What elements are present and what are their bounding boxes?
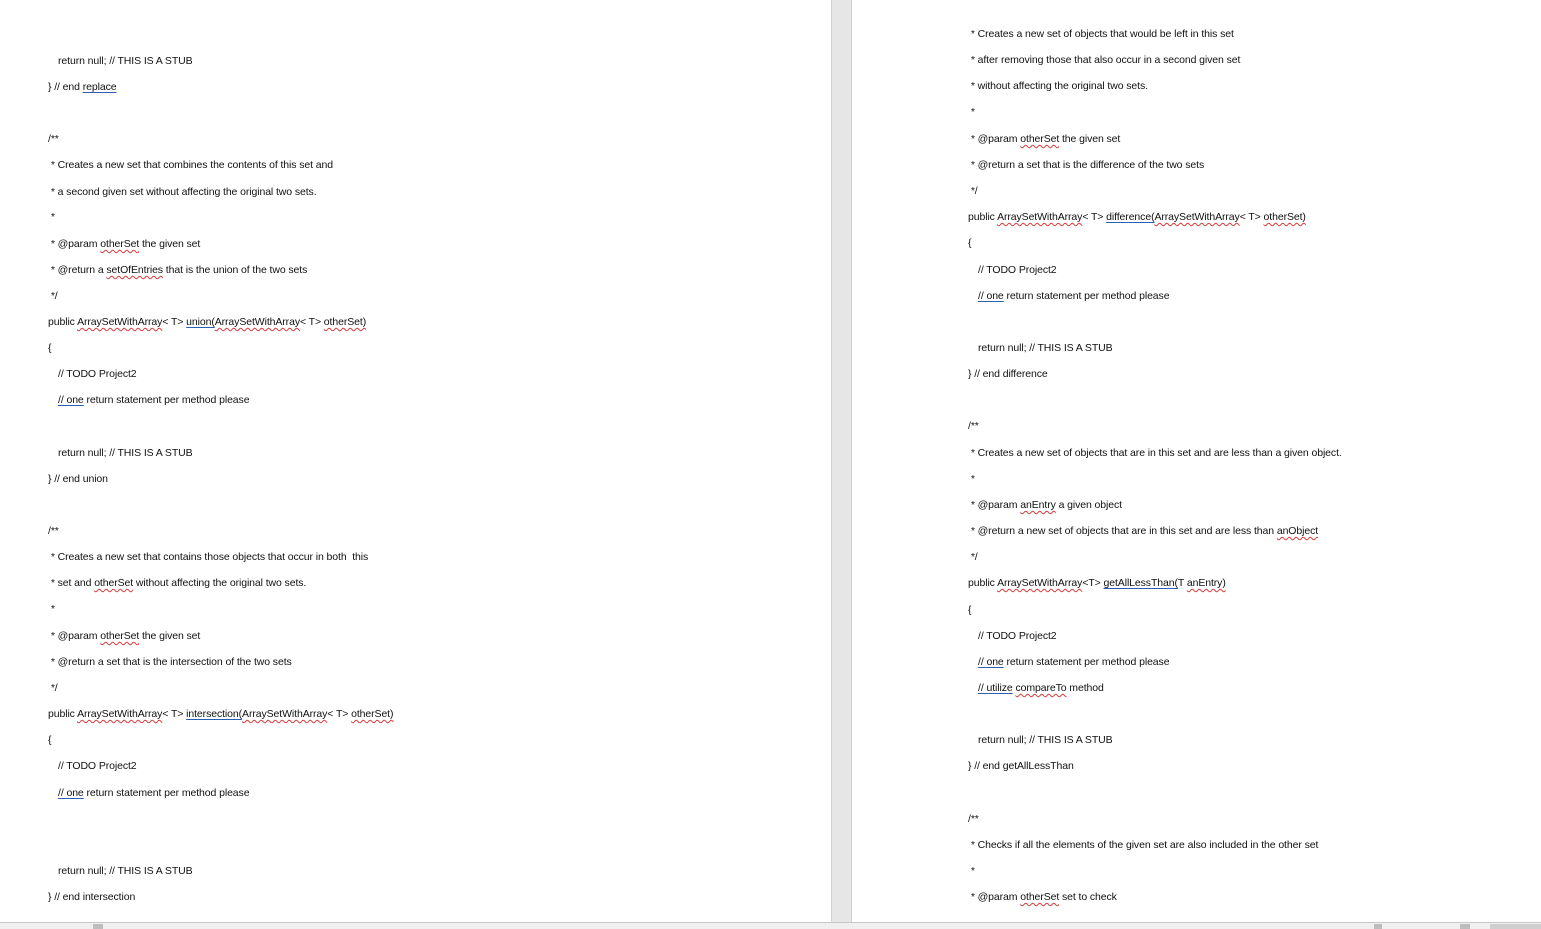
line-text: /** — [48, 133, 59, 145]
flagged-word: // one — [58, 787, 84, 799]
line-text: * without affecting the original two sets. — [968, 80, 1148, 92]
line-text: // TODO Project2 — [58, 760, 137, 772]
code-line — [968, 864, 975, 878]
flagged-word: // one — [978, 290, 1004, 302]
proofing-icon[interactable] — [93, 924, 103, 929]
line-text: * @param — [48, 238, 101, 250]
line-text: * Creates a new set that combines the contents of this set and — [48, 159, 333, 171]
code-line — [48, 80, 116, 94]
code-line — [48, 341, 51, 355]
line-text: { — [48, 734, 52, 746]
flagged-word: otherSet — [1020, 133, 1060, 145]
page-gap — [831, 0, 852, 922]
flagged-word: // one — [58, 394, 84, 406]
flagged-word: anObject — [1276, 525, 1319, 537]
code-line — [48, 210, 55, 224]
code-line — [968, 733, 1113, 747]
line-text: < T> — [1082, 211, 1107, 223]
line-text: * a second given set without affecting the original two sets. — [48, 186, 317, 198]
line-text: // TODO Project2 — [58, 368, 137, 380]
line-text: * @return a set that is the difference of the two sets — [968, 159, 1205, 171]
flagged-word: ArraySetWithArray — [997, 577, 1083, 589]
line-text: * @param — [48, 630, 101, 642]
code-line — [48, 864, 193, 878]
line-text: * — [968, 473, 975, 485]
line-text: set to check — [1059, 891, 1117, 903]
code-line — [48, 263, 307, 277]
code-line — [48, 158, 333, 172]
flagged-word: anEntry — [1020, 499, 1056, 511]
line-text: < T> — [327, 708, 352, 720]
line-text: return statement per method please — [1003, 656, 1170, 668]
line-text: a given object — [1055, 499, 1122, 511]
code-line — [968, 655, 1169, 669]
line-text: * Checks if all the elements of the given set are also included in the other set — [968, 839, 1319, 851]
line-text: public — [48, 708, 78, 720]
code-line — [48, 185, 317, 199]
line-text: public — [968, 577, 998, 589]
line-text: that is the union of the two sets — [162, 264, 308, 276]
flagged-word: otherSet — [1020, 891, 1060, 903]
focus-icon[interactable] — [1374, 924, 1382, 929]
code-line — [968, 184, 978, 198]
flagged-word: getAllLessThan( — [1103, 577, 1178, 589]
code-line — [48, 393, 249, 407]
code-line — [968, 105, 975, 119]
code-line — [48, 786, 249, 800]
flagged-word: ArraySetWithArray — [1154, 211, 1240, 223]
flagged-word: ArraySetWithArray — [214, 316, 300, 328]
code-line — [968, 79, 1148, 93]
flagged-word: intersection( — [186, 708, 243, 720]
code-line — [968, 132, 1120, 146]
line-text: < T> — [162, 708, 187, 720]
code-line — [968, 158, 1204, 172]
code-line — [48, 655, 292, 669]
code-line — [968, 759, 1074, 773]
status-bar — [0, 922, 1541, 929]
flagged-word: otherSet) — [351, 708, 394, 720]
line-text: public — [968, 211, 998, 223]
line-text: the given set — [139, 238, 201, 250]
flagged-word: union( — [186, 316, 215, 328]
line-text: return null; // THIS IS A STUB — [978, 342, 1113, 354]
code-line — [968, 472, 975, 486]
line-text: * @param — [968, 891, 1021, 903]
code-line — [968, 576, 1226, 590]
line-text: * Creates a new set of objects that are in this set and are less than a given object. — [968, 447, 1342, 459]
flagged-word: anEntry) — [1186, 577, 1226, 589]
code-line — [968, 27, 1234, 41]
code-line — [968, 289, 1169, 303]
line-text: } // end union — [48, 473, 108, 485]
code-line — [48, 367, 137, 381]
line-text: return null; // THIS IS A STUB — [58, 865, 193, 877]
line-text: { — [968, 604, 972, 616]
line-text: < T> — [1239, 211, 1264, 223]
code-line — [48, 890, 135, 904]
code-line — [968, 341, 1113, 355]
code-line — [48, 315, 366, 329]
line-text: return null; // THIS IS A STUB — [978, 734, 1113, 746]
flagged-word: ArraySetWithArray — [997, 211, 1083, 223]
flagged-word: ArraySetWithArray — [242, 708, 328, 720]
flagged-word: setOfEntries — [106, 264, 163, 276]
code-line — [968, 419, 979, 433]
code-line — [48, 237, 200, 251]
code-line — [48, 759, 137, 773]
line-text: } // end getAllLessThan — [968, 760, 1074, 772]
code-line — [48, 681, 58, 695]
line-text: * Creates a new set of objects that would be left in this set — [968, 28, 1234, 40]
flagged-word: replace — [82, 81, 117, 93]
read-mode-icon[interactable] — [1460, 924, 1470, 929]
code-line — [968, 446, 1342, 460]
code-line — [48, 472, 108, 486]
code-line — [968, 603, 971, 617]
document-page-right[interactable] — [852, 0, 1541, 922]
line-text: the given set — [139, 630, 201, 642]
line-text: */ — [968, 185, 978, 197]
code-line — [48, 707, 393, 721]
line-text: * @return a set that is the intersection of the two sets — [48, 656, 292, 668]
code-line — [48, 524, 59, 538]
flagged-word: otherSet — [94, 577, 134, 589]
code-line — [48, 550, 368, 564]
print-layout-icon[interactable] — [1490, 924, 1541, 929]
line-text: * @param — [968, 133, 1021, 145]
code-line — [968, 629, 1057, 643]
line-text: /** — [48, 525, 59, 537]
code-line — [968, 838, 1318, 852]
line-text: */ — [968, 551, 978, 563]
flagged-word: difference( — [1106, 211, 1155, 223]
code-line — [968, 236, 971, 250]
line-text: return null; // THIS IS A STUB — [58, 55, 193, 67]
code-line — [968, 524, 1318, 538]
code-line — [48, 132, 59, 146]
line-text: { — [48, 342, 52, 354]
code-line — [48, 446, 193, 460]
line-text: < T> — [299, 316, 324, 328]
line-text: <T> — [1082, 577, 1104, 589]
line-text: the given set — [1059, 133, 1121, 145]
line-text: < T> — [162, 316, 187, 328]
code-line — [968, 367, 1048, 381]
line-text: * @param — [968, 499, 1021, 511]
line-text: */ — [48, 682, 58, 694]
line-text: * — [48, 603, 55, 615]
line-text: // TODO Project2 — [978, 264, 1057, 276]
code-line — [968, 498, 1122, 512]
line-text: */ — [48, 290, 58, 302]
code-line — [968, 53, 1240, 67]
line-text: * — [48, 211, 55, 223]
line-text: return null; // THIS IS A STUB — [58, 447, 193, 459]
code-line — [48, 54, 193, 68]
code-line — [968, 812, 979, 826]
code-line — [48, 289, 58, 303]
line-text: without affecting the original two sets. — [133, 577, 307, 589]
line-text: return statement per method please — [83, 787, 250, 799]
flagged-word: otherSet — [100, 238, 140, 250]
flagged-word: compareTo — [1015, 682, 1067, 694]
line-text: // TODO Project2 — [978, 630, 1057, 642]
code-line — [968, 263, 1057, 277]
line-text: } // end intersection — [48, 891, 136, 903]
flagged-word: // utilize — [978, 682, 1013, 694]
line-text: T — [1177, 577, 1187, 589]
line-text: } // end — [48, 81, 83, 93]
line-text: * Creates a new set that contains those objects that occur in both this — [48, 551, 369, 563]
code-line — [968, 550, 978, 564]
line-text: method — [1066, 682, 1104, 694]
line-text: * set and — [48, 577, 95, 589]
line-text: * — [968, 865, 975, 877]
line-text: * @return a — [48, 264, 107, 276]
flagged-word: otherSet — [100, 630, 140, 642]
line-text: * — [968, 106, 975, 118]
line-text: /** — [968, 813, 979, 825]
line-text: return statement per method please — [83, 394, 250, 406]
flagged-word: // one — [978, 656, 1004, 668]
flagged-word: ArraySetWithArray — [77, 708, 163, 720]
code-line — [48, 733, 51, 747]
line-text: /** — [968, 420, 979, 432]
flagged-word: otherSet) — [323, 316, 367, 328]
code-line — [968, 890, 1117, 904]
code-line — [968, 210, 1306, 224]
line-text: return statement per method please — [1003, 290, 1170, 302]
line-text: * @return a new set of objects that are in this set and are less than — [968, 525, 1277, 537]
code-line — [968, 681, 1104, 695]
code-line — [48, 576, 306, 590]
code-line — [48, 629, 200, 643]
line-text: } // end difference — [968, 368, 1048, 380]
line-text: public — [48, 316, 78, 328]
line-text: { — [968, 237, 972, 249]
line-text: * after removing those that also occur in a second given set — [968, 54, 1241, 66]
flagged-word: otherSet) — [1263, 211, 1306, 223]
flagged-word: ArraySetWithArray — [77, 316, 163, 328]
code-line — [48, 602, 55, 616]
